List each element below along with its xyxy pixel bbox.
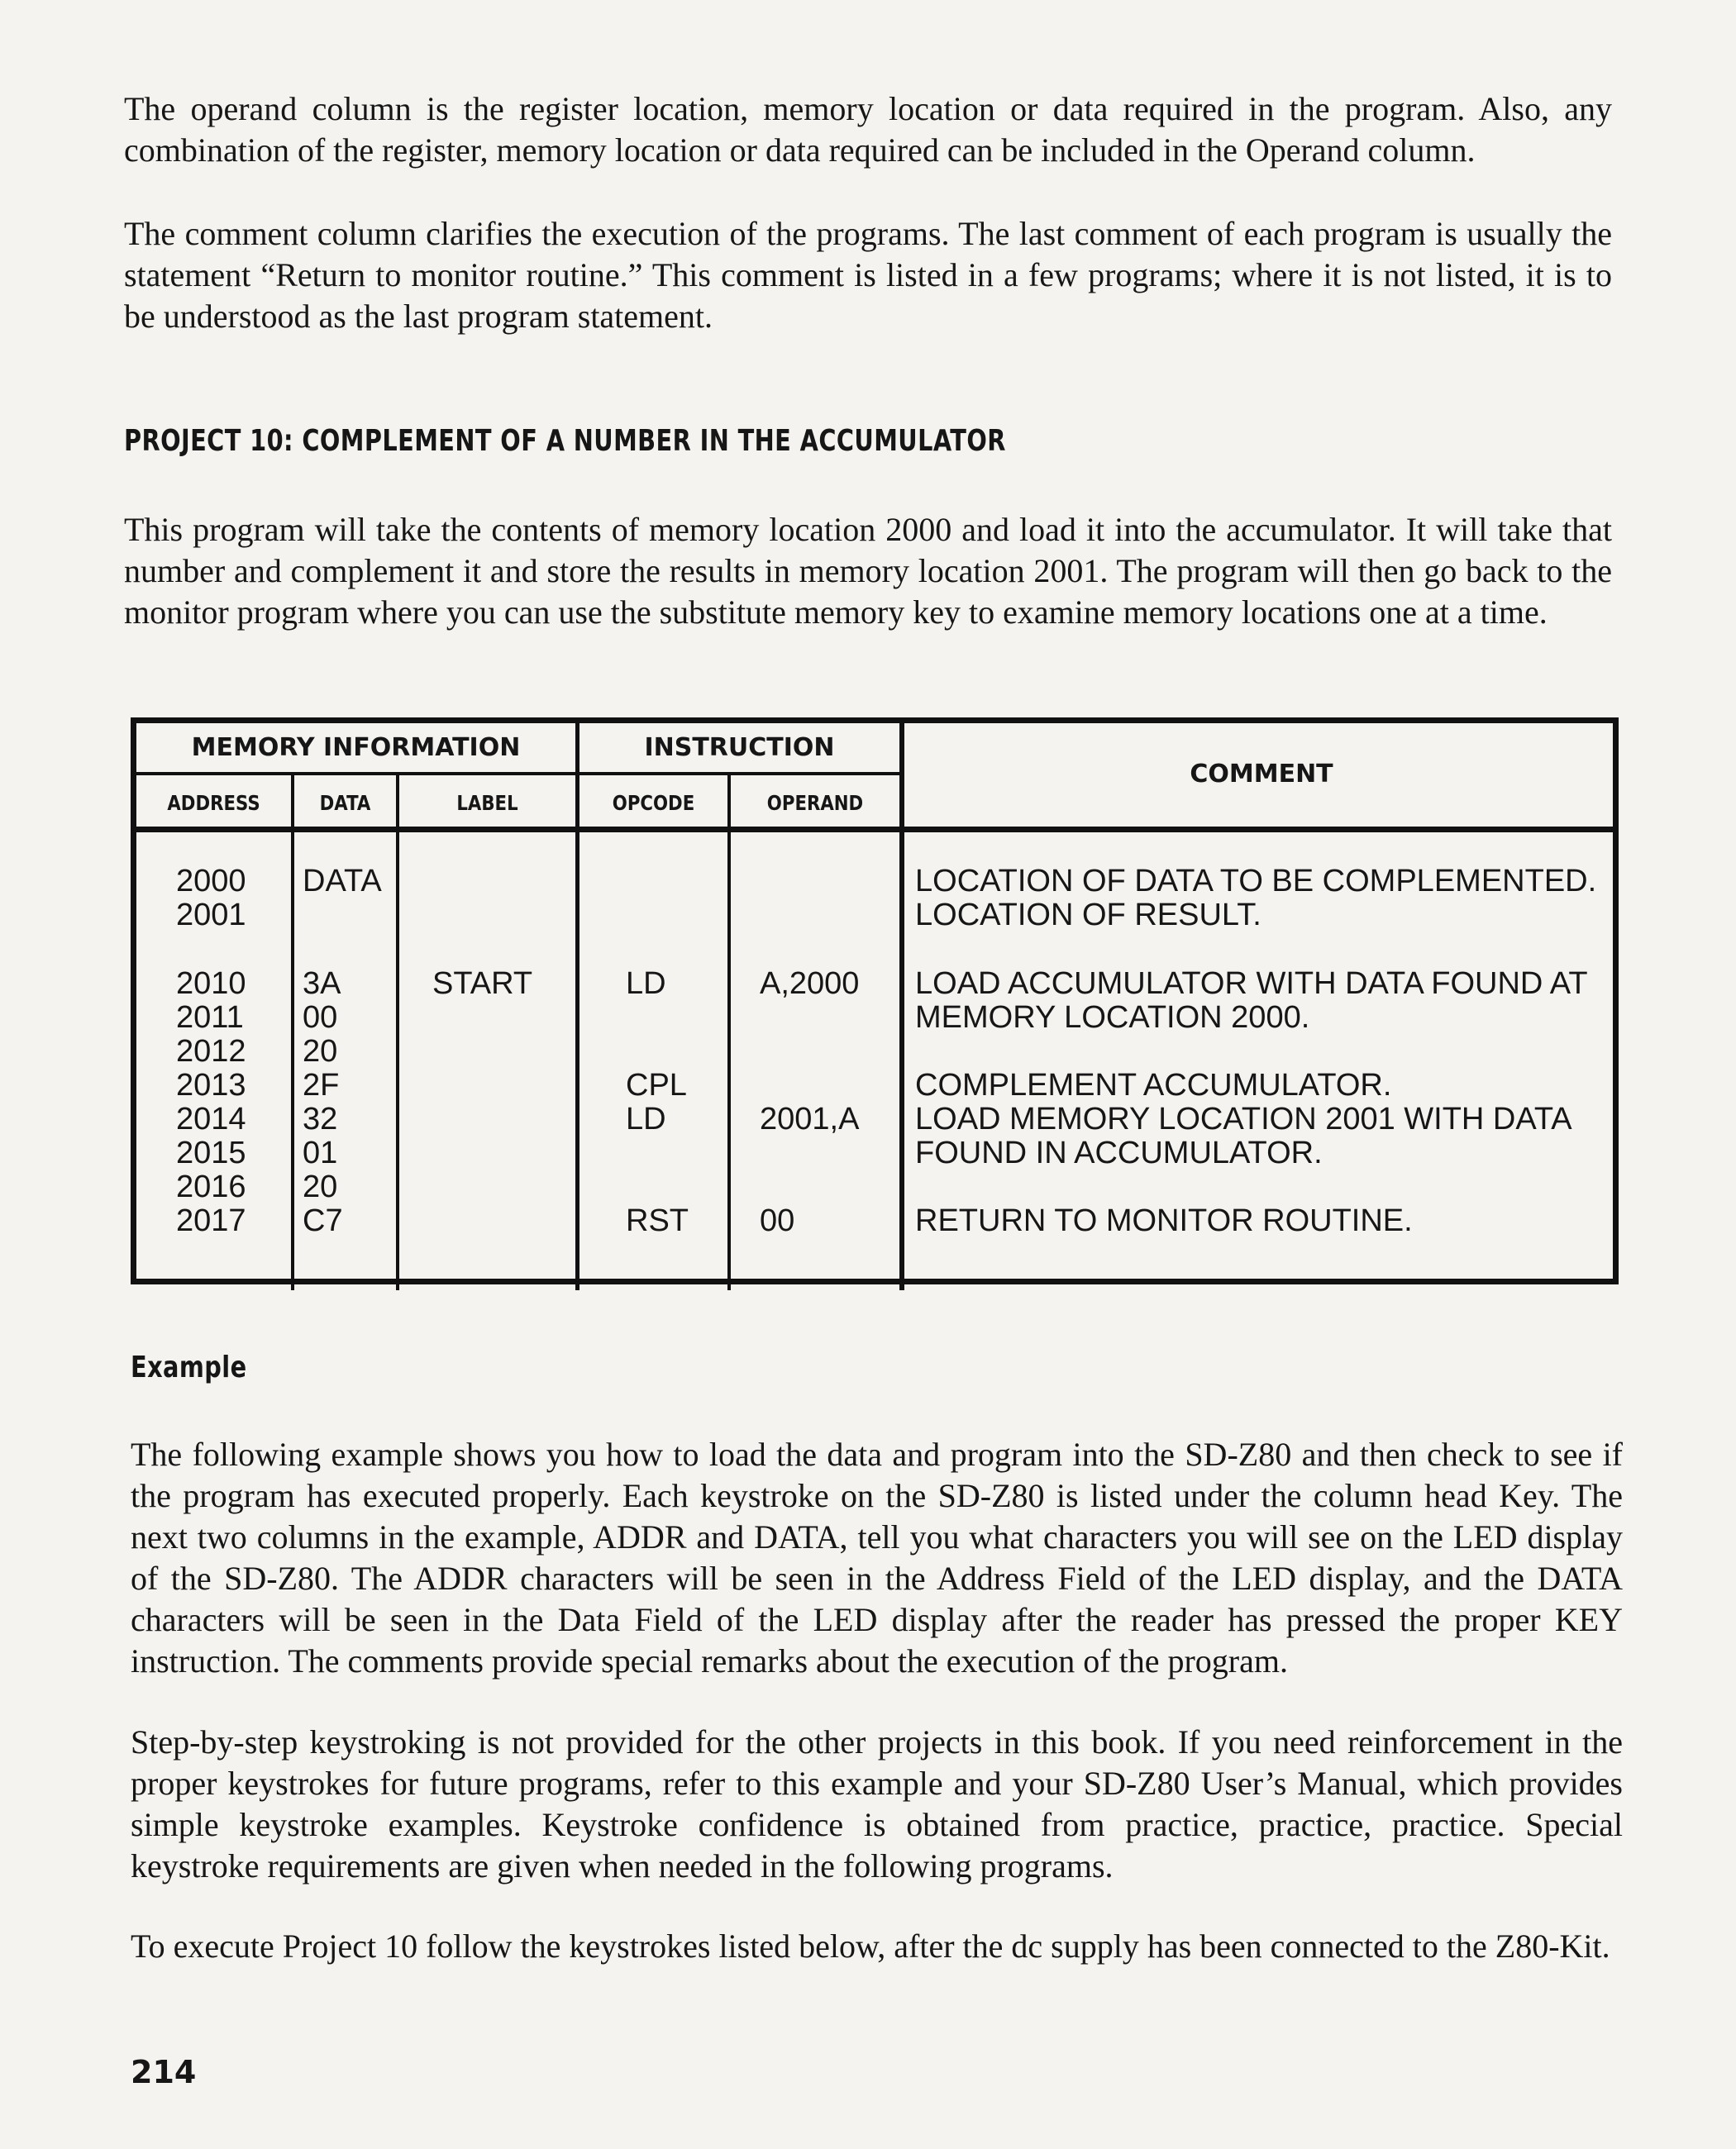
cell-operand: A,2000 <box>760 966 860 1001</box>
cell-data: 32 <box>303 1102 338 1136</box>
table-rule-group-header <box>136 772 903 775</box>
cell-data: 20 <box>303 1170 338 1204</box>
table-rule-col-operand <box>727 772 731 1290</box>
cell-address: 2014 <box>176 1102 246 1136</box>
cell-comment: FOUND IN ACCUMULATOR. <box>915 1136 1323 1170</box>
header-address: ADDRESS <box>167 791 260 815</box>
cell-operand: 2001,A <box>760 1102 860 1136</box>
cell-comment: COMPLEMENT ACCUMULATOR. <box>915 1068 1392 1103</box>
table-rule-col-data <box>291 772 294 1290</box>
cell-address: 2001 <box>176 898 246 932</box>
example-paragraph-3: To execute Project 10 follow the keystrokes listed below, after the dc supply has been connected to the Z80-Kit. <box>131 1927 1610 1965</box>
cell-comment: LOCATION OF RESULT. <box>915 898 1261 932</box>
table-rule-col-instruction <box>575 723 579 1290</box>
intro-paragraph-comment: The comment column clarifies the execution of the programs. The last comment of each program is usually the statement “Return to monitor routine.” This comment is listed in a few programs; where it is not listed, it is to be understood as the last program statement. <box>124 215 1612 335</box>
cell-address: 2011 <box>176 1000 244 1035</box>
cell-address: 2016 <box>176 1170 246 1204</box>
cell-address: 2010 <box>176 966 246 1001</box>
cell-comment: RETURN TO MONITOR ROUTINE. <box>915 1203 1413 1238</box>
cell-opcode: CPL <box>626 1068 687 1103</box>
cell-opcode: RST <box>626 1203 689 1238</box>
header-data: DATA <box>319 791 371 815</box>
cell-opcode: LD <box>626 1102 666 1136</box>
cell-address: 2000 <box>176 864 246 898</box>
cell-opcode: LD <box>626 966 666 1001</box>
header-memory-information: MEMORY INFORMATION <box>191 733 521 762</box>
cell-data: 3A <box>303 966 341 1001</box>
example-heading: Example <box>131 1351 247 1384</box>
project-description: This program will take the contents of memory location 2000 and load it into the accumulator. It will take that number and complement it and store the results in memory location 2001. The program will then go back to the monitor program where you can use the substitute memory key to examine memory locations one at a time. <box>124 511 1612 631</box>
example-paragraph-1: The following example shows you how to load the data and program into the SD-Z80 and then check to see if the program has executed properly. Each keystroke on the SD-Z80 is listed under the column head Key. The next two columns in the example, ADDR and DATA, tell you what characters you will see on the LED display of the SD-Z80. The ADDR characters will be seen in the Address Field of the LED display, and the DATA characters will be seen in the Data Field of the LED display after the reader has pressed the proper KEY instruction. The comments provide special remarks about the execution of the program. <box>131 1436 1623 1680</box>
cell-address: 2013 <box>176 1068 246 1103</box>
cell-data: C7 <box>303 1203 343 1238</box>
cell-address: 2017 <box>176 1203 246 1238</box>
cell-comment: LOAD ACCUMULATOR WITH DATA FOUND AT <box>915 966 1588 1001</box>
cell-data: 20 <box>303 1034 338 1069</box>
cell-comment: MEMORY LOCATION 2000. <box>915 1000 1310 1035</box>
cell-data: DATA <box>303 864 382 898</box>
intro-paragraph-operand: The operand column is the register location, memory location or data required in the program. Also, any combination of the register, memory location or data required can be included in the Operand column. <box>124 90 1612 169</box>
example-paragraph-2: Step-by-step keystroking is not provided for the other projects in this book. If you need reinforcement in the proper keystrokes for future programs, refer to this example and your SD-Z80 User’s Manual, which provides simple keystroke examples. Keystroke confidence is obtained from practice, practice, practice. Special keystroke requirements are given when needed in the following programs. <box>131 1723 1623 1885</box>
cell-comment: LOCATION OF DATA TO BE COMPLEMENTED. <box>915 864 1597 898</box>
cell-data: 2F <box>303 1068 340 1103</box>
page-number: 214 <box>131 2054 197 2090</box>
header-comment: COMMENT <box>1190 760 1333 789</box>
cell-address: 2015 <box>176 1136 246 1170</box>
cell-comment: LOAD MEMORY LOCATION 2001 WITH DATA <box>915 1102 1572 1136</box>
table-rule-col-comment <box>899 723 904 1290</box>
cell-operand: 00 <box>760 1203 795 1238</box>
program-table <box>131 717 1619 1284</box>
cell-data: 01 <box>303 1136 338 1170</box>
header-instruction: INSTRUCTION <box>644 733 835 762</box>
cell-address: 2012 <box>176 1034 246 1069</box>
header-label: LABEL <box>456 791 518 815</box>
table-rule-col-label <box>396 772 399 1290</box>
cell-label: START <box>432 966 533 1001</box>
header-opcode: OPCODE <box>612 791 695 815</box>
header-operand: OPERAND <box>766 791 864 815</box>
cell-data: 00 <box>303 1000 338 1035</box>
table-rule-header-bottom <box>136 827 1613 832</box>
project-heading: PROJECT 10: COMPLEMENT OF A NUMBER IN THE ACCUMULATOR <box>124 424 1006 458</box>
